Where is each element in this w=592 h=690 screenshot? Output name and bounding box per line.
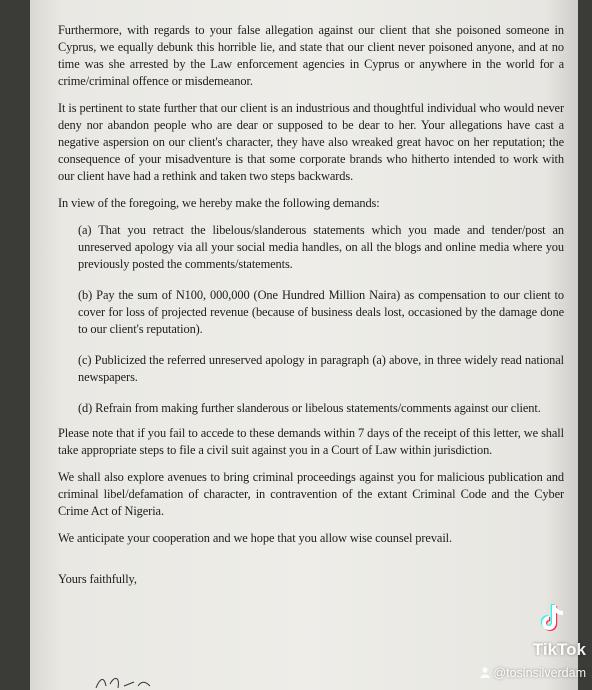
demand-item-d <box>78 400 564 417</box>
tiktok-brand: TikTok <box>532 640 586 659</box>
demand-marker: (c) <box>78 353 92 367</box>
demands-intro: In view of the foregoing, we hereby make the following demands: <box>58 196 380 210</box>
demand-text: That you retract the libelous/slanderous statements which you made and tender/post an unreserved apology via all your social media handles, on all the blogs and online media where you previously posted the comments/statements. <box>78 223 564 271</box>
demand-item-b <box>78 287 564 338</box>
tiktok-username <box>480 666 586 680</box>
demand-text: Refrain from making further slanderous or libelous statements/comments against our client. <box>95 401 541 415</box>
tiktok-watermark <box>437 596 592 690</box>
tiktok-logo-icon <box>539 602 567 634</box>
person-icon <box>480 667 490 678</box>
demand-item-a <box>78 222 564 273</box>
demand-marker: (a) <box>78 223 92 237</box>
tiktok-username-text: @tosinsilverdam <box>493 666 586 680</box>
paragraph-allegation: Furthermore, with regards to your false allegation against our client that she poisoned someone in Cyprus, we equally debunk this horrible lie, and state that our client never poisoned anyone, and at no time was she arrested by the Law enforcement agencies in Cyprus or anywhere in the world for a crime/criminal offence or misdemeanor. <box>58 23 564 88</box>
demand-marker: (d) <box>78 401 93 415</box>
paragraph-civil-suit: Please note that if you fail to accede to these demands within 7 days of the receipt of this letter, we shall take appropriate steps to file a civil suit against you in a Court of Law within jurisdiction. <box>58 426 564 457</box>
demand-marker: (b) <box>78 288 93 302</box>
demand-item-c <box>78 352 564 386</box>
demand-text: Publicized the referred unreserved apology in paragraph (a) above, in three widely read national newspapers. <box>78 353 565 384</box>
letter-body <box>58 22 564 598</box>
closing: Yours faithfully, <box>58 572 137 586</box>
letter-page <box>30 0 578 690</box>
paragraph-cooperation: We anticipate your cooperation and we hope that you allow wise counsel prevail. <box>58 531 453 545</box>
paragraph-criminal: We shall also explore avenues to bring criminal proceedings against you for malicious publication and criminal libel/defamation of character, in contravention of the extant Criminal Code and the Cyber Crime Act of Nigeria. <box>58 470 564 518</box>
signature-mark <box>94 670 164 690</box>
paragraph-character: It is pertinent to state further that our client is an industrious and thoughtful individual who would never deny nor abandon people who are dear or supposed to be dear to her. Your allegations have cast a negative aspersion on our client's character, they have also wreaked great havoc on her reputation; the consequence of your misadventure is that some corporate brands who hitherto intended to work with our client have had a rethink and taken two steps backwards. <box>58 101 564 183</box>
demand-text: Pay the sum of N100, 000,000 (One Hundred Million Naira) as compensation to our client to cover for loss of projected revenue (because of business deals lost, occasioned by the damage done to our client's reputation). <box>78 288 564 336</box>
